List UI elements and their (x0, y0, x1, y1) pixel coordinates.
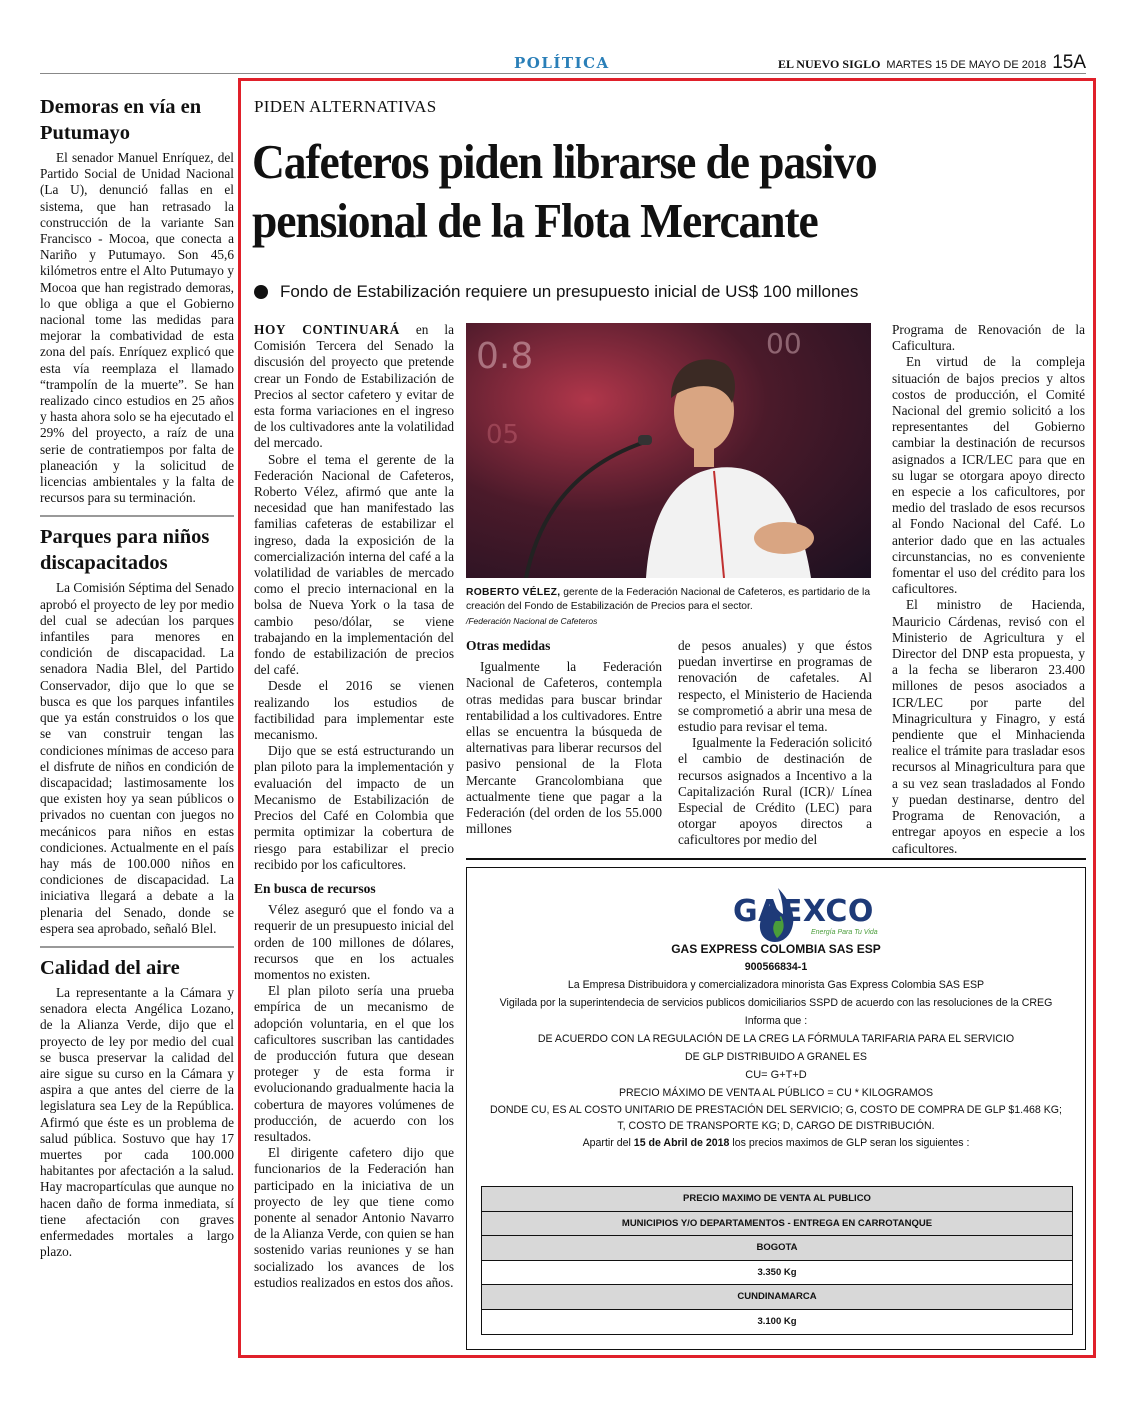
company-name: GAS EXPRESS COLOMBIA SAS ESP (671, 942, 881, 956)
ad-line: La Empresa Distribuidora y comercializadora minorista Gas Express Colombia SAS ESP (567, 979, 985, 991)
brief-title: Calidad del aire (40, 956, 180, 979)
lead-caps: HOY CONTINUARÁ (254, 322, 400, 337)
svg-text:05: 05 (486, 420, 520, 450)
top-rule (40, 73, 1086, 74)
headline-line: pensional de la Flota Mercante (252, 193, 818, 248)
table-row: 3.100 Kg (757, 1316, 797, 1328)
article-headline (252, 132, 1024, 250)
paragraph: Sobre el tema el gerente de la Federación Nacional de Cafeteros, Roberto Vélez, afirmó que ante la necesidad que han manifestado las familias cafeteras de estabilizar el ingreso, dada la exposición de la comercialización interna del café a la volatilidad de variables de mercado como el precio internacional en la bolsa de Nueva York o la tasa de cambio peso/dólar, se viene trabajando en la implementación del fondo de estabilización de precios del café. (254, 451, 454, 678)
table-row: CUNDINAMARCA (482, 1285, 1072, 1310)
caption-text: gerente de la Federación Nacional de Cafeteros, es partidario de la creación del Fondo de Estabilización de Precios para el sector. (466, 587, 871, 612)
paragraph: Igualmente la Federación Nacional de Cafeteros, contempla otras medidas para buscar brindar rentabilidad a los cultivadores. Entre ellas se encuentra la búsqueda de alternativas para liberar recursos del pasivo pensional de la Flota Mercante Grancolombiana que actualmente tiene que pagar a la Federación (del orden de los 55.000 millones (466, 659, 662, 837)
ad-divider (466, 858, 1086, 860)
article-column-4 (892, 322, 1085, 857)
paragraph: Programa de Renovación de la Caficultura. (892, 322, 1085, 354)
caption-name: ROBERTO VÉLEZ, (466, 587, 561, 598)
article-kicker: PIDEN ALTERNATIVAS (254, 97, 437, 116)
brief-body: La Comisión Séptima del Senado aprobó el proyecto de ley por medio del cual se adecúan los parques infantiles para menores en condición de discapacidad. La senadora Nadia Blel, del Partido Conservador, dijo que lo que se busca es que los parques infantiles que ya están construidos o los que se van construir tengan las condiciones mínimas de acceso para el disfrute de niños en condición de discapacidad; lastimosamente los que existen hoy ya sean públicos o privados no cuentan con juegos no mecánicos para niños en estas condiciones. Actualmente en el país hay más de 100.000 niños en condiciones de discapacidad. La iniciativa llegará a debate a la plenaria del Senado, donde se espera sea aprobado, señaló Blel. (40, 580, 235, 936)
page-number: 15A (1052, 52, 1086, 73)
subsection-heading: Otras medidas (466, 638, 551, 653)
brief-title: Parques para niños discapacitados (40, 526, 210, 575)
brand-name: GAEXCO (733, 894, 874, 929)
paper-name: EL NUEVO SIGLO (777, 57, 881, 71)
lead-text: en la Comisión Tercera del Senado la discusión del proyecto que pretende crear un Fondo de Estabilización de Precios al sector cafetero y evitar de esta forma variaciones en el ingreso de los cultivadores ante la volatilidad del mercado. (254, 322, 455, 451)
table-row: MUNICIPIOS Y/O DEPARTAMENTOS - ENTREGA EN CARROTANQUE (482, 1212, 1072, 1237)
paragraph: El dirigente cafetero dijo que funcionarios de la Federación han participado en la iniciativa de un proyecto de ley que tiene como ponente al senador Antonio Navarro de la Alianza Verde, con quien se han sostenido varias reuniones y se han socializado los avances de los estudios realizados en estos dos años. (254, 1145, 454, 1290)
ad-line-part: Apartir del (582, 1137, 634, 1149)
masthead (778, 52, 1086, 74)
gaexco-advertisement (466, 867, 1086, 1350)
company-nit: 900566834-1 (744, 961, 808, 973)
price-table (481, 1186, 1073, 1335)
ad-text (467, 940, 1085, 1152)
ad-line-part: los precios maximos de GLP seran los siguientes : (729, 1137, 970, 1149)
paragraph: Dijo que se está estructurando un plan piloto para la implementación y evaluación del impacto de un Mecanismo de Estabilización de Precios del Café en Colombia que permita optimizar la cobertura de riesgo para estabilizar el precio recibido por los caficultores. (254, 743, 454, 872)
paragraph: En virtud de la compleja situación de bajos precios y altos costos de producción, el Comité Nacional del gremio solicitó a los representantes del Gobierno cambiar la destinación de recursos asignados a ICR/LEC para que en su lugar se otorgara apoyo directo en especie a los caficultores, por medio del traslado de esos recursos al Fondo Nacional del Café. Lo anterior dado que en las actuales circunstancias, no es conveniente fomentar el uso del crédito para los caficultores. (892, 354, 1085, 597)
paragraph: Vélez aseguró que el fondo va a requerir de un presupuesto inicial del orden de 100 millones de dólares, recursos que en los actuales momentos no existen. (254, 902, 454, 982)
effective-date: 15 de Abril de 2018 (633, 1137, 730, 1149)
subsection-heading: En busca de recursos (254, 880, 376, 896)
bullet-icon (254, 285, 268, 299)
lead-paragraph (254, 322, 454, 452)
section-label: POLÍTICA (514, 54, 610, 72)
photo-credit: /Federación Nacional de Cafeteros (466, 616, 598, 626)
table-row: PRECIO MAXIMO DE VENTA AL PUBLICO (482, 1187, 1072, 1212)
svg-text:0.8: 0.8 (476, 336, 534, 377)
gaexco-logo (683, 884, 878, 948)
formula-definitions: DONDE CU, ES AL COSTO UNITARIO DE PRESTACIÓN DEL SERVICIO; G, COSTO DE COMPRA DE GLP $1.468 KG; T, COSTO DE TRANSPORTE KG; D, CARGO DE DISTRIBUCIÓN. (489, 1104, 1062, 1132)
divider (40, 515, 234, 517)
brief-title: Demoras en vía en Putumayo (40, 96, 202, 144)
brand-tagline: Energía Para Tu Vida (811, 929, 878, 936)
tariff-formula: CU= G+T+D (745, 1069, 807, 1081)
subhead-text: Fondo de Estabilización requiere un presupuesto inicial de US$ 100 millones (280, 282, 859, 301)
paragraph: Igualmente la Federación solicitó el cambio de destinación de recursos asignados a Incentivo a la Capitalización Rural (ICR)/ Línea Especial de Crédito (LEC) para otorgar apoyos directos a caficultores por medio del (678, 735, 872, 848)
paragraph: Desde el 2016 se vienen realizando los estudios de factibilidad para implementar este mecanismo. (254, 678, 454, 743)
ad-line (467, 1134, 1085, 1152)
issue-date: MARTES 15 DE MAYO DE 2018 (886, 59, 1047, 71)
paragraph: El plan piloto sería una prueba empírica de un mecanismo de adopción voluntaria, en el que los caficultores suscriban las cantidades de producción futura que desean proteger y de esta forma ir evolucionando gradualmente hacia la cobertura de mayores volúmenes de producción, de acuerdo con los resultados. (254, 983, 454, 1144)
svg-text:00: 00 (766, 327, 802, 360)
photo-caption (466, 586, 871, 628)
article-subhead (254, 282, 858, 302)
ad-line: DE ACUERDO CON LA REGULACIÓN DE LA CREG LA FÓRMULA TARIFARIA PARA EL SERVICIO (537, 1033, 1015, 1045)
article-photo (466, 323, 871, 578)
sidebar-briefs (40, 94, 234, 1260)
ad-line: DE GLP DISTRIBUIDO A GRANEL ES (685, 1051, 867, 1063)
paragraph: El ministro de Hacienda, Mauricio Cárdenas, revisó con el Ministerio de Agricultura y el Director del DNP esta propuesta, y a la fecha se liberaron 23.400 millones de pesos asociados a ICR/LEC por parte del Minagricultura y Finagro, y está pendiente que el Minhacienda realice el trámite para trasladar esos recursos al Minagricultura para que a su vez sean trasladados al Fondo y puedan destinarse, dentro del Programa de Renovación, a entregar apoyos en especie a los caficultores. (892, 597, 1085, 856)
ad-line: PRECIO MÁXIMO DE VENTA AL PÚBLICO = CU * KILOGRAMOS (618, 1087, 934, 1099)
article-column-2 (466, 638, 662, 837)
table-row: 3.350 Kg (482, 1261, 1072, 1286)
ad-line: Informa que : (744, 1015, 808, 1027)
article-column-1 (254, 322, 454, 1291)
divider (40, 946, 234, 948)
brief-body: La representante a la Cámara y senadora electa Angélica Lozano, de la Alianza Verde, dijo que el proyecto de ley por medio del cual se busca preservar la calidad del aire sigue su curso en la Cámara y aspira a que antes del cierre de la legislatura sea Ley de la República. Afirmó que éste es un problema de salud pública. Sostuvo que hay 17 muertes por cada 100.000 habitantes por afectación a la salud. Hay macropartículas que aunque no hacen daño de forma inmediata, sí tiene afectación con graves enfermedades mortales a largo plazo. (40, 984, 234, 1260)
article-column-3 (678, 638, 872, 849)
brief-body: El senador Manuel Enríquez, del Partido Social de Unidad Nacional (La U), denunció fallas en el sistema, que han retrasado la construcción de la variante San Francisco - Mocoa, que conecta a Nariño y Putumayo. Son 45,6 kilómetros entre el Alto Putumayo y Mocoa que han registrado demoras, lo que obliga a que el Gobierno nacional tome las medidas para mejorar la combatividad de esta zona del país. Enríquez explicó que esta vía reemplaza el llamado “trampolín de la muerte”. Se han realizado cinco estudios en 25 años y hasta ahora solo se ha ejecutado el 29% del proyecto, a raíz de una serie de contratiempos por falta de planeación y la solicitud de licencias ambientales y la falta de recursos para su terminación. (40, 150, 234, 506)
headline-line: Cafeteros piden librarse de pasivo (252, 134, 877, 189)
ad-line: Vigilada por la superintendecia de servicios publicos domiciliarios SSPD de acuerdo con las resoluciones de la CREG (499, 997, 1053, 1009)
paragraph: de pesos anuales) y que éstos puedan invertirse en programas de renovación de cafetales. Al respecto, el Ministerio de Hacienda se comprometió a abrir una mesa de estudio para revisar el tema. (678, 638, 872, 735)
table-row: BOGOTA (482, 1236, 1072, 1261)
